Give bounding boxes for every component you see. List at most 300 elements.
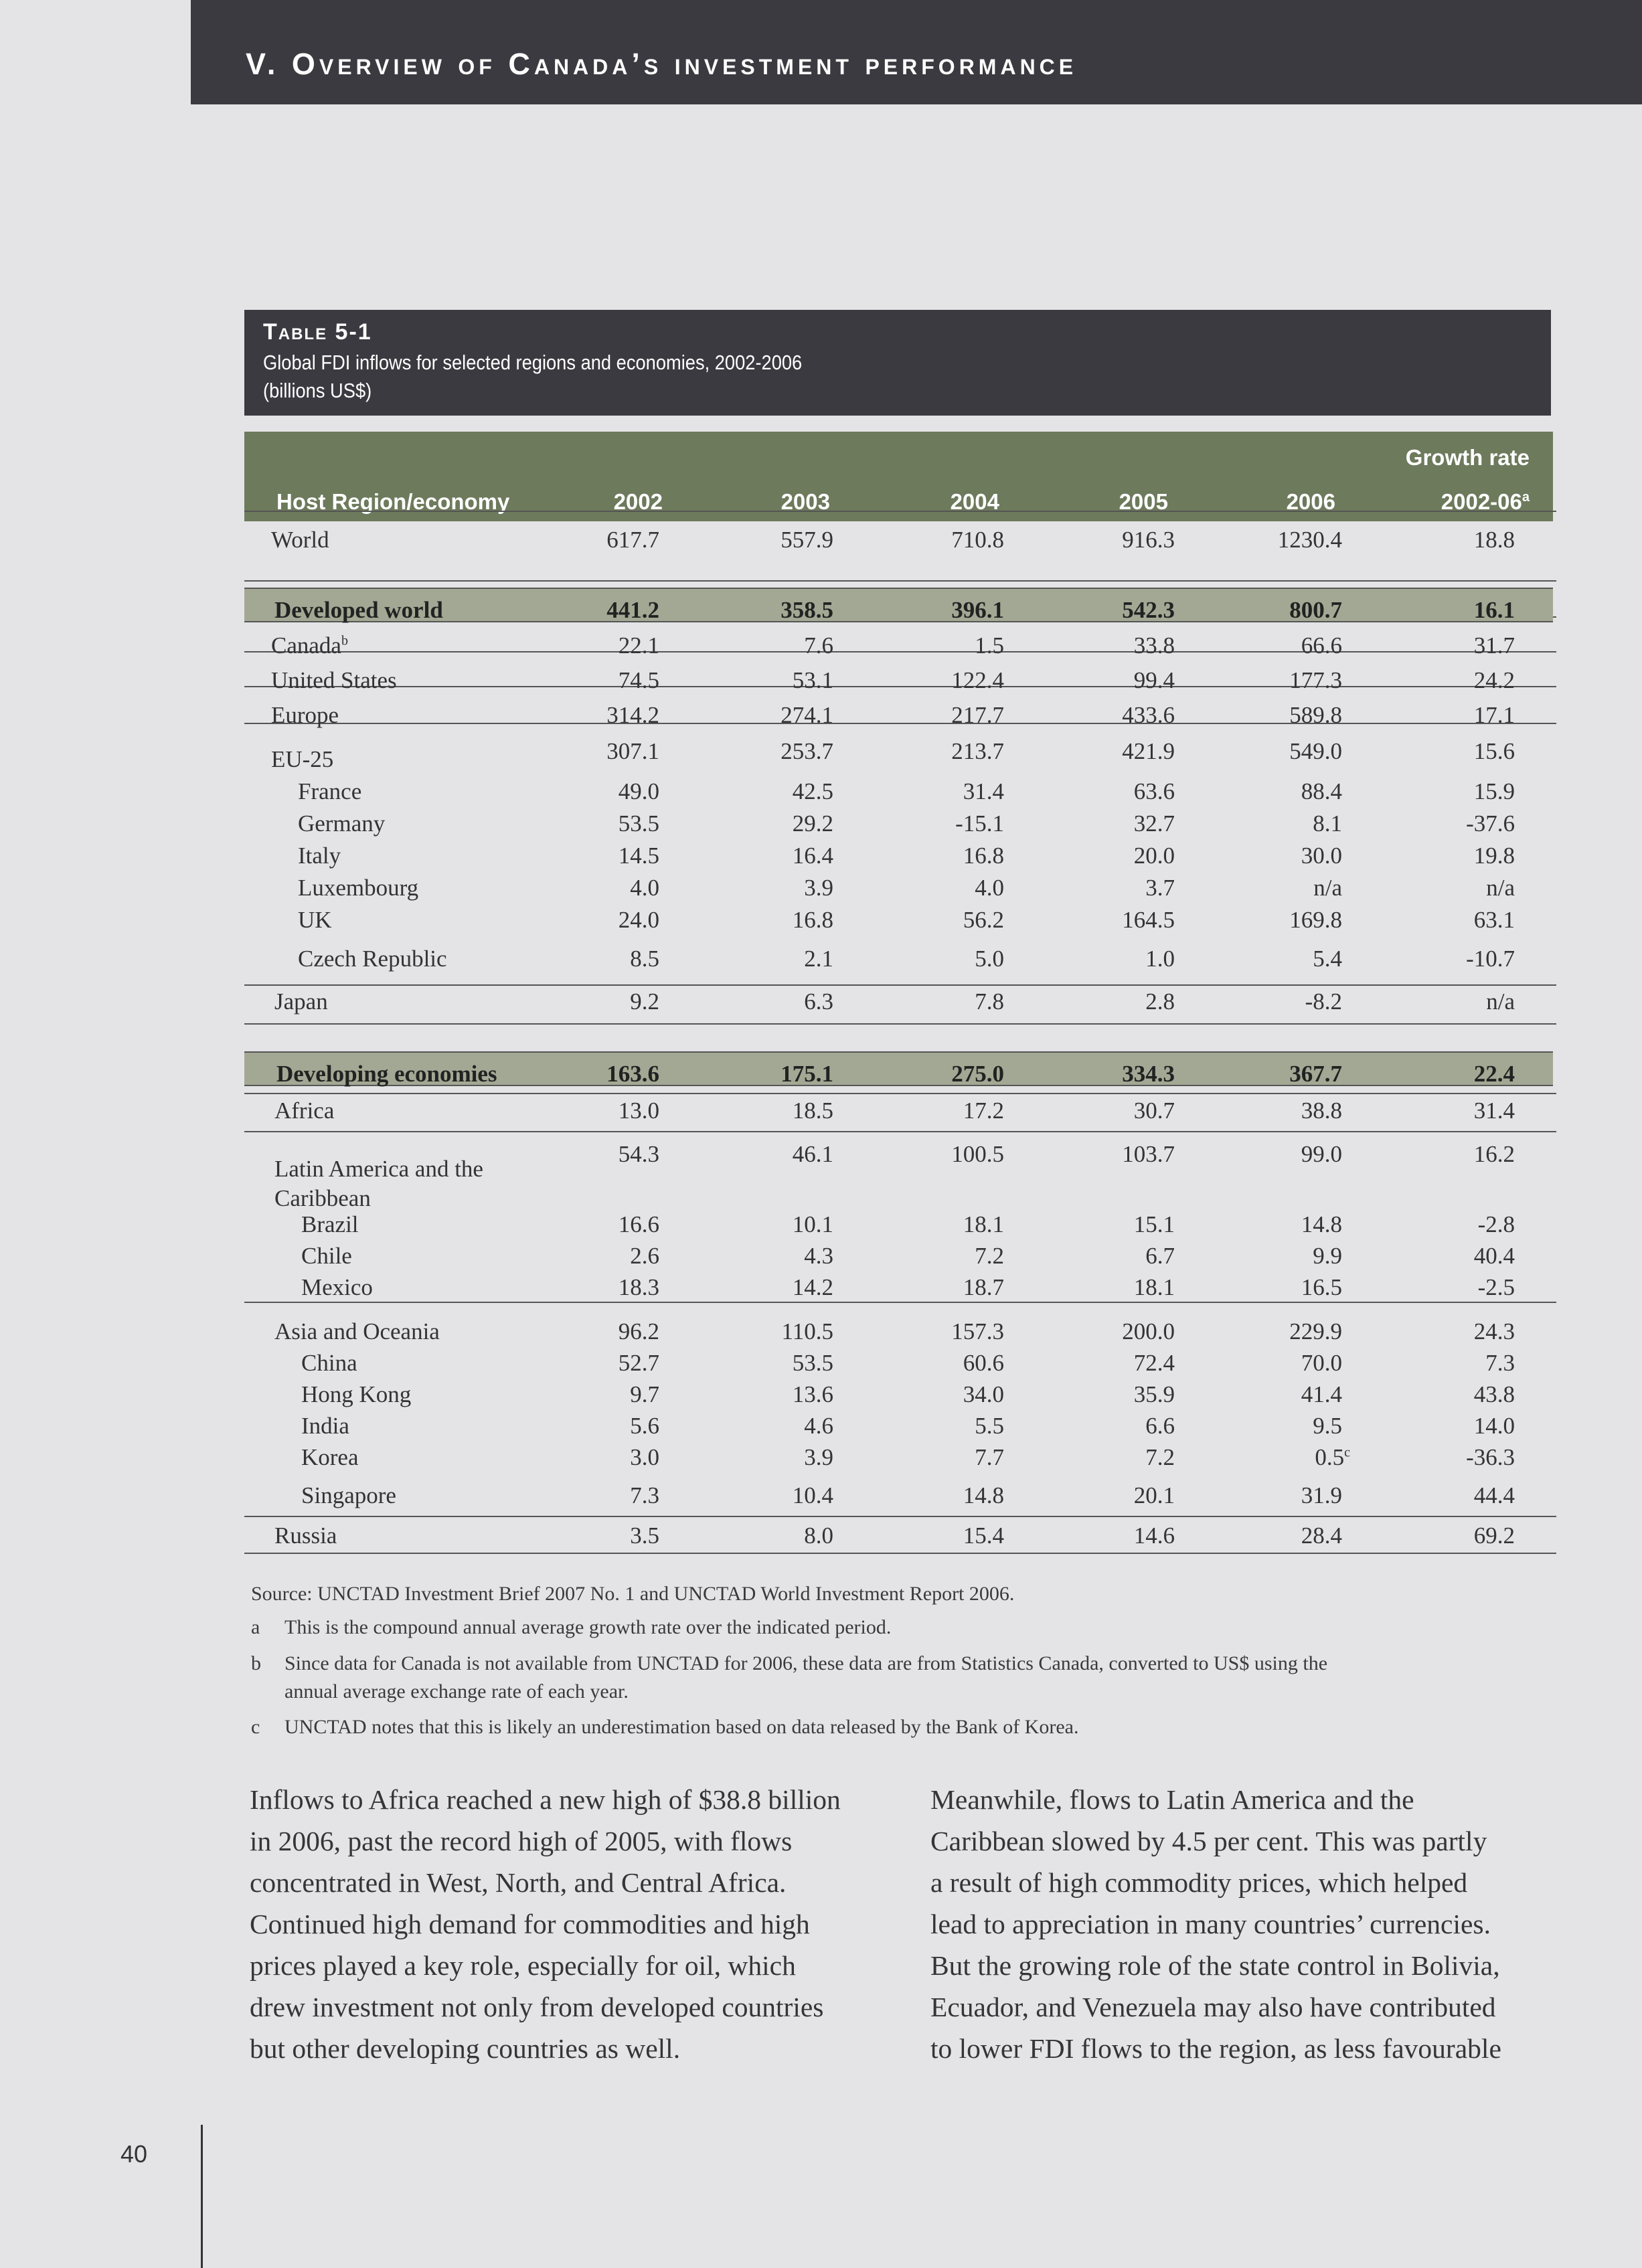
cell-value: 0.5 xyxy=(1315,1444,1345,1470)
cell-value: -36.3 xyxy=(1466,1444,1515,1470)
table-cell xyxy=(955,810,1004,837)
table-cell xyxy=(793,810,833,837)
row-rule xyxy=(244,686,1556,687)
table-cell xyxy=(1313,875,1342,901)
row-label xyxy=(301,1444,359,1471)
row-label xyxy=(298,843,341,869)
table-cell xyxy=(793,778,833,805)
table-cell xyxy=(1134,810,1175,837)
cell-value: 32.7 xyxy=(1133,810,1175,837)
table-cell xyxy=(1474,1098,1515,1124)
cell-value: 589.8 xyxy=(1289,702,1342,728)
table-cell xyxy=(781,702,833,729)
column-header-region: Host Region/economy xyxy=(276,489,510,514)
body-line: to lower FDI flows to the region, as less favourable xyxy=(930,2033,1501,2064)
cell-value: 7.7 xyxy=(975,1444,1004,1470)
table-cell xyxy=(619,907,659,934)
table-cell xyxy=(793,1274,833,1301)
table-cell xyxy=(1474,1061,1515,1087)
cell-value: 2.6 xyxy=(630,1243,659,1269)
table-cell xyxy=(1134,1522,1175,1549)
row-label xyxy=(301,1211,359,1238)
table-cell xyxy=(606,597,659,624)
cell-value: 31.4 xyxy=(963,778,1004,804)
cell-value: 8.0 xyxy=(804,1522,833,1549)
cell-value: 421.9 xyxy=(1122,738,1175,764)
cell-value: 177.3 xyxy=(1289,667,1342,693)
cell-value: 24.2 xyxy=(1473,667,1515,693)
note-c-text: UNCTAD notes that this is likely an underestimation based on data released by the Bank of Korea. xyxy=(284,1716,1079,1738)
cell-value: 4.0 xyxy=(975,875,1004,901)
table-cell xyxy=(1474,632,1515,659)
body-line: a result of high commodity prices, which helped xyxy=(930,1867,1468,1898)
table-cell xyxy=(1289,1061,1342,1087)
cell-value: n/a xyxy=(1313,875,1342,901)
body-line: Meanwhile, flows to Latin America and the xyxy=(930,1784,1414,1815)
row-label xyxy=(301,1350,357,1377)
table-cell xyxy=(1145,1243,1175,1270)
cell-value: 7.2 xyxy=(975,1243,1004,1269)
table-cell xyxy=(951,738,1004,765)
table-cell xyxy=(1474,778,1515,805)
row-label xyxy=(301,1381,411,1408)
table-cell xyxy=(619,1211,659,1238)
table-cell xyxy=(963,1482,1004,1509)
cell-value: 63.1 xyxy=(1473,907,1515,933)
note-c-key: c xyxy=(251,1716,260,1738)
row-label xyxy=(271,632,348,659)
cell-value: 5.0 xyxy=(975,946,1004,972)
body-column-left xyxy=(250,1779,879,2069)
cell-value: 18.1 xyxy=(963,1211,1004,1237)
table-cell xyxy=(793,1482,833,1509)
table-cell xyxy=(804,1522,833,1549)
cell-value: 5.6 xyxy=(630,1413,659,1439)
row-label xyxy=(274,1098,334,1124)
cell-value: 2.8 xyxy=(1145,988,1175,1015)
row-rule xyxy=(244,1131,1556,1132)
row-label xyxy=(274,597,443,624)
footer-rule xyxy=(201,2125,203,2268)
table-cell xyxy=(1474,843,1515,869)
cell-value: 74.5 xyxy=(618,667,659,693)
cell-value: 6.6 xyxy=(1145,1413,1175,1439)
body-line: Ecuador, and Venezuela may also have contributed xyxy=(930,1992,1496,2022)
table-cell xyxy=(1301,1141,1342,1168)
body-line: but other developing countries as well. xyxy=(250,2033,681,2064)
cell-value: 4.0 xyxy=(630,875,659,901)
cell-value: 18.7 xyxy=(963,1274,1004,1300)
fdi-table xyxy=(244,432,1556,1556)
table-cell xyxy=(804,1444,833,1471)
cell-value: 334.3 xyxy=(1122,1061,1175,1087)
table-cell xyxy=(804,1243,833,1270)
cell-value: 275.0 xyxy=(951,1061,1004,1087)
table-cell xyxy=(1305,988,1342,1015)
chapter-title: V. Overview of Canada’s investment performance xyxy=(246,47,1078,81)
cell-value: 213.7 xyxy=(951,738,1004,764)
table-cell xyxy=(1474,1318,1515,1345)
cell-value: 157.3 xyxy=(951,1318,1004,1344)
table-cell xyxy=(793,1141,833,1168)
cell-value: 169.8 xyxy=(1289,907,1342,933)
column-header-2006: 2006 xyxy=(1286,489,1335,514)
cell-value: 19.8 xyxy=(1473,843,1515,869)
cell-value: 18.5 xyxy=(792,1098,833,1124)
cell-value: 16.5 xyxy=(1301,1274,1342,1300)
column-header-2002: 2002 xyxy=(613,489,663,514)
table-cell xyxy=(1301,1482,1342,1509)
cell-value: 9.2 xyxy=(630,988,659,1015)
cell-value: 8.5 xyxy=(630,946,659,972)
table-cell xyxy=(1122,702,1175,729)
column-header-growth-line1: Growth rate xyxy=(1405,445,1530,470)
cell-value: 13.6 xyxy=(792,1381,833,1407)
cell-value: n/a xyxy=(1486,988,1515,1015)
row-label-text: Italy xyxy=(298,843,341,869)
table-cell xyxy=(1278,527,1342,553)
cell-value: 69.2 xyxy=(1473,1522,1515,1549)
body-line: Caribbean slowed by 4.5 per cent. This was partly xyxy=(930,1826,1487,1856)
table-cell xyxy=(1122,597,1175,624)
row-label-text: China xyxy=(301,1350,357,1376)
table-cell xyxy=(1474,738,1515,765)
cell-value: 200.0 xyxy=(1122,1318,1175,1344)
cell-value: 217.7 xyxy=(951,702,1004,728)
table-cell xyxy=(1474,907,1515,934)
table-cell xyxy=(1485,1350,1515,1377)
table-cell xyxy=(1301,1381,1342,1408)
table-cell xyxy=(975,1413,1004,1440)
row-rule xyxy=(244,651,1556,652)
table-title: Global FDI inflows for selected regions and economies, 2002-2006 xyxy=(263,351,803,374)
cell-value: 16.8 xyxy=(792,907,833,933)
cell-value: 5.4 xyxy=(1313,946,1342,972)
row-rule xyxy=(244,511,1556,512)
note-a-key: a xyxy=(251,1616,260,1638)
cell-value: 358.5 xyxy=(781,597,833,623)
table-header-row xyxy=(244,432,1553,521)
row-label-text: Germany xyxy=(298,810,386,837)
row-label-text: Canada xyxy=(271,632,341,659)
source-note: Source: UNCTAD Investment Brief 2007 No. 1 and UNCTAD World Investment Report 2006. xyxy=(251,1583,1015,1605)
table-cell xyxy=(1474,527,1515,553)
cell-value: 103.7 xyxy=(1122,1141,1175,1167)
cell-value: 99.4 xyxy=(1133,667,1175,693)
cell-value: 18.3 xyxy=(618,1274,659,1300)
cell-value: 7.2 xyxy=(1145,1444,1175,1470)
table-cell xyxy=(1145,988,1175,1015)
table-cell xyxy=(619,1350,659,1377)
table-cell xyxy=(782,1318,833,1345)
cell-value: 17.1 xyxy=(1473,702,1515,728)
row-rule xyxy=(244,1302,1556,1303)
table-cell xyxy=(951,1141,1004,1168)
cell-value: 433.6 xyxy=(1122,702,1175,728)
table-cell xyxy=(951,702,1004,729)
cell-value: 5.5 xyxy=(975,1413,1004,1439)
table-cell xyxy=(781,527,833,553)
cell-value: 17.2 xyxy=(963,1098,1004,1124)
cell-value: 24.3 xyxy=(1473,1318,1515,1344)
chapter-header xyxy=(191,0,1642,104)
row-label xyxy=(298,907,332,934)
cell-value: 15.1 xyxy=(1133,1211,1175,1237)
row-rule xyxy=(244,1553,1556,1554)
table-cell xyxy=(1301,1350,1342,1377)
cell-value: 367.7 xyxy=(1289,1061,1342,1087)
cell-value: 22.1 xyxy=(618,632,659,659)
table-cell xyxy=(1122,738,1175,765)
cell-value: 4.6 xyxy=(804,1413,833,1439)
row-rule xyxy=(244,1093,1556,1094)
row-label xyxy=(274,1522,337,1549)
cell-value: 53.1 xyxy=(792,667,833,693)
cell-value: 30.7 xyxy=(1133,1098,1175,1124)
cell-value: 40.4 xyxy=(1473,1243,1515,1269)
cell-value: 163.6 xyxy=(606,1061,659,1087)
column-header-growth-line2: 2002-06$^a$ xyxy=(1441,489,1530,514)
cell-value: 9.9 xyxy=(1313,1243,1342,1269)
cell-value: 3.0 xyxy=(630,1444,659,1470)
cell-value: 14.5 xyxy=(618,843,659,869)
table-cell xyxy=(1289,907,1342,934)
table-cell xyxy=(1474,1522,1515,1549)
cell-value: 4.3 xyxy=(804,1243,833,1269)
cell-value: n/a xyxy=(1486,875,1515,901)
cell-value: 800.7 xyxy=(1289,597,1342,623)
table-cell xyxy=(619,1318,659,1345)
table-cell xyxy=(963,1381,1004,1408)
cell-value: 41.4 xyxy=(1301,1381,1342,1407)
cell-value: 164.5 xyxy=(1122,907,1175,933)
table-cell xyxy=(1301,1211,1342,1238)
cell-value: 96.2 xyxy=(618,1318,659,1344)
cell-value: 253.7 xyxy=(781,738,833,764)
row-label-text: Latin America and the xyxy=(274,1156,483,1182)
body-line: Inflows to Africa reached a new high of $38.8 billion xyxy=(250,1784,841,1815)
table-cell xyxy=(1301,632,1342,659)
cell-value: -8.2 xyxy=(1305,988,1342,1015)
cell-value: 100.5 xyxy=(951,1141,1004,1167)
cell-value: 274.1 xyxy=(781,702,833,728)
cell-value: 6.7 xyxy=(1145,1243,1175,1269)
row-label-text: Europe xyxy=(271,702,339,728)
table-cell xyxy=(963,1350,1004,1377)
row-label-text: Korea xyxy=(301,1444,359,1470)
table-cell xyxy=(1313,810,1342,837)
footnote-marker: b xyxy=(341,633,348,648)
table-cell xyxy=(1145,875,1175,901)
table-cell xyxy=(1289,597,1342,624)
cell-value: 3.9 xyxy=(804,875,833,901)
cell-value: 549.0 xyxy=(1289,738,1342,764)
body-line: prices played a key role, especially for oil, which xyxy=(250,1950,796,1981)
table-cell xyxy=(1122,907,1175,934)
table-cell xyxy=(1474,1482,1515,1509)
table-cell xyxy=(1134,1098,1175,1124)
note-b-key: b xyxy=(251,1652,261,1674)
row-label-text: EU-25 xyxy=(271,746,334,772)
cell-value: 15.9 xyxy=(1473,778,1515,804)
cell-value: 30.0 xyxy=(1301,843,1342,869)
table-cell xyxy=(1145,1444,1175,1471)
table-cell xyxy=(1474,1381,1515,1408)
table-cell xyxy=(1134,1274,1175,1301)
table-cell xyxy=(1301,1274,1342,1301)
table-cell xyxy=(1134,667,1175,694)
body-line: in 2006, past the record high of 2005, with flows xyxy=(250,1826,793,1856)
cell-value: 396.1 xyxy=(951,597,1004,623)
table-cell xyxy=(793,667,833,694)
cell-value: 7.3 xyxy=(1485,1350,1515,1376)
row-label-text: Developed world xyxy=(274,597,443,623)
row-label-text: World xyxy=(271,527,329,553)
cell-value: 122.4 xyxy=(951,667,1004,693)
table-cell xyxy=(1474,1413,1515,1440)
table-cell xyxy=(619,632,659,659)
table-cell xyxy=(1466,1444,1515,1471)
cell-value: 18.8 xyxy=(1473,527,1515,553)
cell-value: 31.4 xyxy=(1473,1098,1515,1124)
table-cell xyxy=(975,946,1004,972)
cell-value: 70.0 xyxy=(1301,1350,1342,1376)
table-cell xyxy=(975,632,1004,659)
body-line: drew investment not only from developed countries xyxy=(250,1992,824,2022)
table-cell xyxy=(975,1444,1004,1471)
table-cell xyxy=(951,527,1004,553)
cell-value: -2.5 xyxy=(1477,1274,1515,1300)
row-label-text: France xyxy=(298,778,362,804)
table-cell xyxy=(630,1381,659,1408)
cell-value: 542.3 xyxy=(1122,597,1175,623)
table-cell xyxy=(1122,1141,1175,1168)
row-label-text: Brazil xyxy=(301,1211,359,1237)
cell-value: 16.6 xyxy=(618,1211,659,1237)
table-cell xyxy=(1134,843,1175,869)
cell-value: 35.9 xyxy=(1133,1381,1175,1407)
cell-value: 7.6 xyxy=(804,632,833,659)
cell-value: 307.1 xyxy=(606,738,659,764)
table-cell xyxy=(975,988,1004,1015)
table-cell xyxy=(1289,1318,1342,1345)
table-cell xyxy=(963,907,1004,934)
row-label-text: Luxembourg xyxy=(298,875,419,901)
cell-value: 15.4 xyxy=(963,1522,1004,1549)
row-rule xyxy=(244,580,1556,582)
table-cell xyxy=(630,946,659,972)
table-cell xyxy=(951,1318,1004,1345)
row-label xyxy=(271,527,329,553)
table-cell xyxy=(619,1098,659,1124)
table-cell xyxy=(804,632,833,659)
table-cell xyxy=(781,738,833,765)
row-label xyxy=(301,1482,396,1509)
cell-value: 110.5 xyxy=(781,1318,833,1344)
column-header-2004: 2004 xyxy=(950,489,999,514)
table-cell xyxy=(963,1274,1004,1301)
table-cell xyxy=(1474,667,1515,694)
cell-value: 3.5 xyxy=(630,1522,659,1549)
cell-value: 1.0 xyxy=(1145,946,1175,972)
row-label xyxy=(301,1274,373,1301)
table-units: (billions US$) xyxy=(263,379,372,402)
table-cell xyxy=(619,778,659,805)
cell-value: 16.4 xyxy=(792,843,833,869)
table-cell xyxy=(804,875,833,901)
table-cell xyxy=(951,667,1004,694)
table-cell xyxy=(606,527,659,553)
cell-value: 1230.4 xyxy=(1277,527,1342,553)
table-cell xyxy=(1478,1211,1515,1238)
row-rule xyxy=(244,1023,1556,1025)
table-cell xyxy=(793,1350,833,1377)
column-header-2005: 2005 xyxy=(1119,489,1168,514)
cell-value: 14.2 xyxy=(792,1274,833,1300)
cell-value: 14.8 xyxy=(963,1482,1004,1508)
cell-value: 31.9 xyxy=(1301,1482,1342,1508)
table-cell xyxy=(1486,875,1515,901)
table-cell xyxy=(1134,1381,1175,1408)
row-label xyxy=(271,746,333,773)
cell-value: 10.4 xyxy=(792,1482,833,1508)
table-cell xyxy=(1145,946,1175,972)
table-cell xyxy=(1474,1243,1515,1270)
table-cell xyxy=(606,1061,659,1087)
body-line: But the growing role of the state control in Bolivia, xyxy=(930,1950,1500,1981)
table-cell xyxy=(975,1243,1004,1270)
row-label-text: UK xyxy=(298,907,332,933)
cell-value: 38.8 xyxy=(1301,1098,1342,1124)
cell-value: 1.5 xyxy=(975,632,1004,659)
table-cell xyxy=(1486,988,1515,1015)
table-cell xyxy=(1301,1522,1342,1549)
cell-value: 13.0 xyxy=(618,1098,659,1124)
cell-value: 175.1 xyxy=(781,1061,833,1087)
cell-value: 3.9 xyxy=(804,1444,833,1470)
cell-value: 52.7 xyxy=(618,1350,659,1376)
table-cell xyxy=(1289,667,1342,694)
row-label xyxy=(271,702,339,729)
table-cell xyxy=(951,1061,1004,1087)
table-cell xyxy=(793,907,833,934)
body-column-right xyxy=(930,1779,1560,2069)
cell-value: 441.2 xyxy=(606,597,659,623)
table-cell xyxy=(1122,527,1175,553)
row-label-text: India xyxy=(301,1413,349,1439)
row-label-text: Singapore xyxy=(301,1482,396,1508)
table-cell xyxy=(1313,1413,1342,1440)
table-cell xyxy=(793,1381,833,1408)
row-label xyxy=(301,1243,352,1270)
cell-value: 20.0 xyxy=(1133,843,1175,869)
table-cell xyxy=(963,1211,1004,1238)
cell-value: 6.3 xyxy=(804,988,833,1015)
table-cell xyxy=(606,702,659,729)
table-cell xyxy=(1289,702,1342,729)
table-cell xyxy=(963,1522,1004,1549)
table-cell xyxy=(1313,1243,1342,1270)
cell-value: 72.4 xyxy=(1133,1350,1175,1376)
cell-value: 14.0 xyxy=(1473,1413,1515,1439)
cell-value: 53.5 xyxy=(792,1350,833,1376)
row-label-text: Asia and Oceania xyxy=(274,1318,440,1344)
cell-value: 16.2 xyxy=(1473,1141,1515,1167)
cell-value: 88.4 xyxy=(1301,778,1342,804)
note-a-text: This is the compound annual average growth rate over the indicated period. xyxy=(284,1616,892,1638)
note-b-text-line2: annual average exchange rate of each year. xyxy=(284,1680,629,1703)
cell-value: 33.8 xyxy=(1133,632,1175,659)
